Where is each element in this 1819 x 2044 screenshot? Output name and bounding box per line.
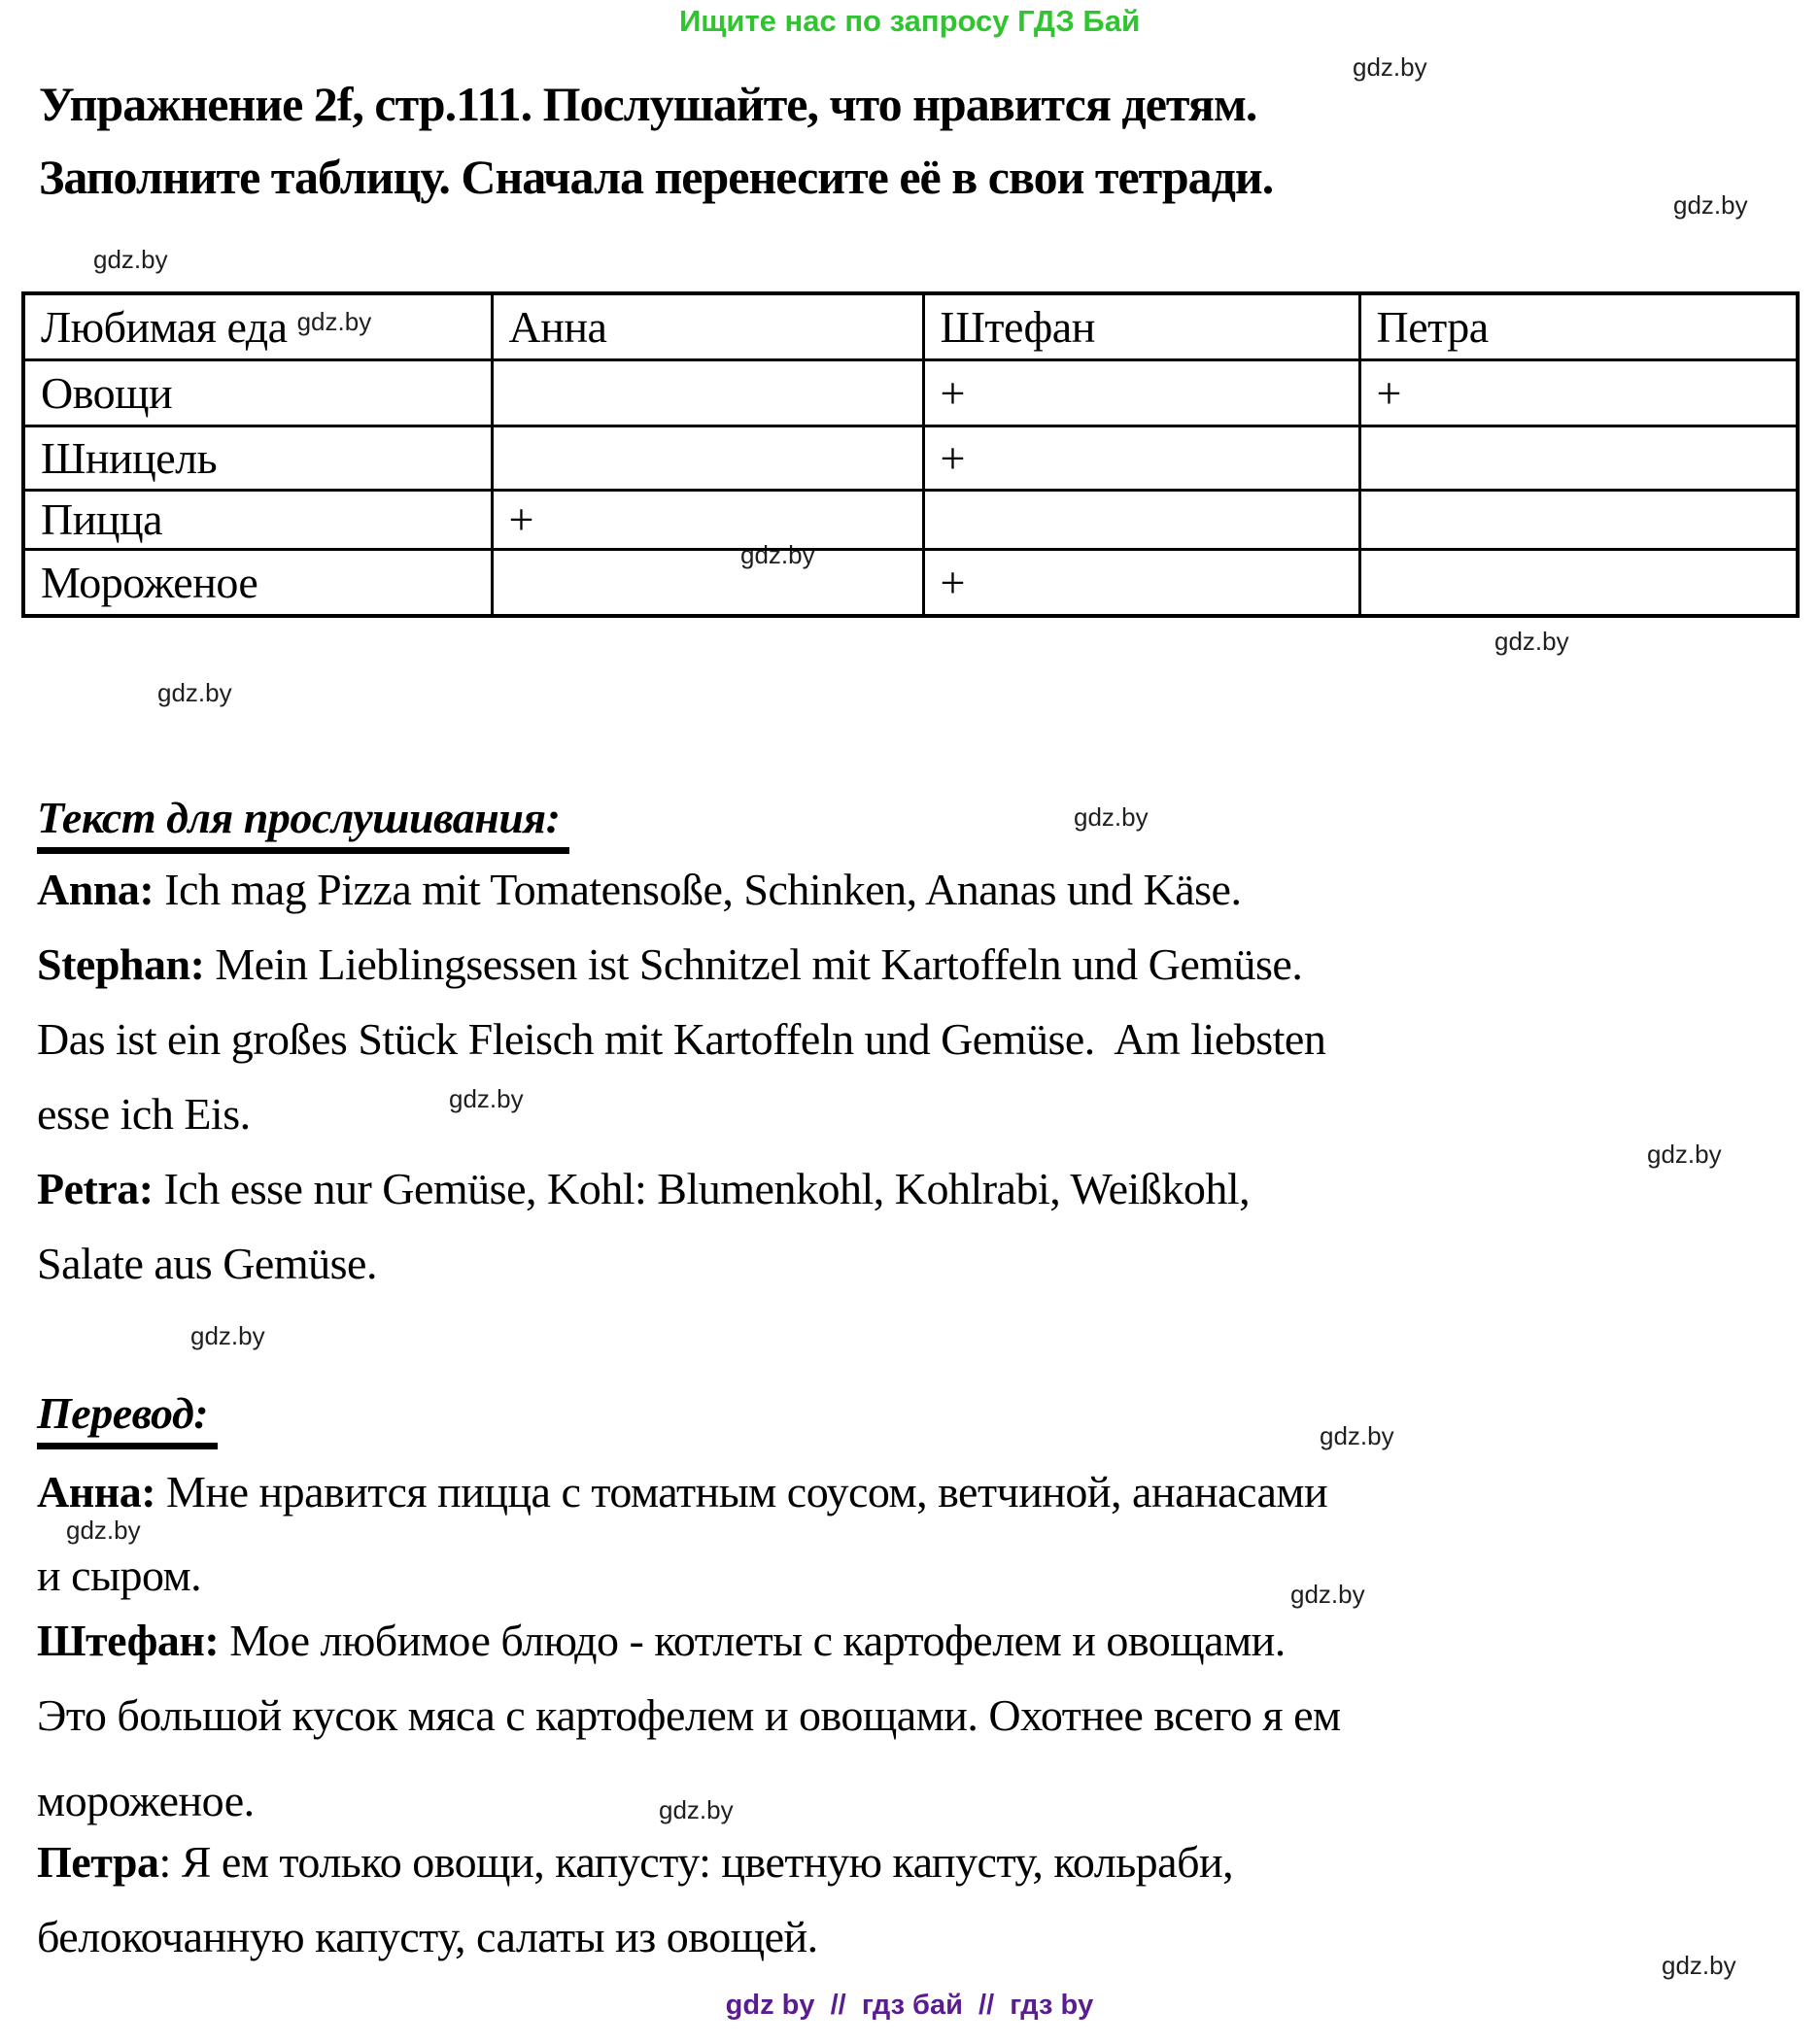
gdz-watermark: gdz.by	[157, 678, 232, 707]
table-cell-mark: +	[923, 426, 1359, 490]
table-cell-mark: +	[492, 490, 923, 549]
translation-line	[37, 1550, 201, 1602]
table-cell-mark	[492, 549, 923, 616]
line-text: Ich mag Pizza mit Tomatensoße, Schinken, Ananas und Käse.	[154, 865, 1242, 914]
gdz-watermark: gdz.by	[1494, 627, 1569, 656]
exercise-title-line1: Упражнение 2f, стр.111. Послушайте, что нравится детям.	[39, 77, 1257, 131]
line-text: esse ich Eis.	[37, 1089, 251, 1139]
translation-line	[37, 1837, 1233, 1889]
gdz-watermark: gdz.by	[1074, 802, 1149, 832]
line-text: Das ist ein großes Stück Fleisch mit Kartoffeln und Gemüse. Am liebsten	[37, 1014, 1326, 1064]
table-header-row	[23, 293, 1798, 359]
listening-line	[37, 1239, 377, 1290]
table-cell-mark	[1359, 426, 1798, 490]
gdz-watermark: gdz.by	[93, 245, 168, 274]
translation-line	[37, 1467, 1327, 1518]
table-header-label: Любимая еда	[41, 301, 288, 352]
line-text: Ich esse nur Gemüse, Kohl: Blumenkohl, Kohlrabi, Weißkohl,	[153, 1164, 1251, 1213]
gdz-watermark: gdz.by	[449, 1084, 524, 1113]
gdz-watermark: gdz.by	[1673, 190, 1748, 220]
table-cell-mark	[1359, 549, 1798, 616]
gdz-watermark: gdz.by	[1353, 52, 1427, 82]
favorite-food-table	[21, 291, 1800, 618]
table-row	[23, 549, 1798, 616]
gdz-watermark: gdz.by	[1662, 1951, 1736, 1980]
translation-line	[37, 1912, 818, 1963]
line-text: Мне нравится пицца с томатным соусом, ветчиной, ананасами	[155, 1467, 1328, 1516]
gdz-watermark: gdz.by	[1647, 1140, 1722, 1169]
footer-links: gdz by // гдз бай // гдз by	[725, 1990, 1094, 2021]
promo-banner: Ищите нас по запросу ГДЗ Бай	[678, 4, 1141, 38]
table-cell-mark: +	[923, 359, 1359, 426]
table-cell-food: Мороженое	[23, 549, 492, 616]
line-text: и сыром.	[37, 1550, 202, 1600]
line-text: Mein Lieblingsessen ist Schnitzel mit Kartoffeln und Gemüse.	[204, 939, 1303, 989]
speaker-name: Anna:	[37, 865, 154, 914]
listening-line	[37, 939, 1302, 991]
table-row	[23, 426, 1798, 490]
listening-line	[37, 1014, 1325, 1066]
table-cell-food: Пицца	[23, 490, 492, 549]
gdz-watermark: gdz.by	[1320, 1421, 1394, 1450]
listening-heading: Текст для прослушивания:	[37, 792, 569, 854]
translation-line	[37, 1616, 1286, 1667]
gdz-watermark: gdz.by	[296, 306, 372, 336]
translation-heading: Перевод:	[37, 1387, 218, 1449]
speaker-name: Stephan:	[37, 939, 205, 989]
gdz-watermark: gdz.by	[190, 1321, 265, 1350]
listening-line	[37, 1089, 251, 1141]
translation-line	[37, 1776, 255, 1827]
listening-line	[37, 865, 1241, 916]
line-text: Salate aus Gemüse.	[37, 1239, 377, 1288]
exercise-title-line2: Заполните таблицу. Сначала перенесите её в свои тетради.	[39, 150, 1274, 204]
table-cell-mark	[492, 359, 923, 426]
table-cell-mark	[1359, 490, 1798, 549]
gdz-watermark: gdz.by	[1290, 1580, 1365, 1609]
table-header-stephan: Штефан	[923, 293, 1359, 359]
line-text: : Я ем только овощи, капусту: цветную капусту, кольраби,	[158, 1837, 1234, 1887]
table-row	[23, 359, 1798, 426]
table-cell-mark: +	[923, 549, 1359, 616]
table-header-anna: Анна	[492, 293, 923, 359]
table-header-food	[23, 293, 492, 359]
speaker-name: Петра	[37, 1837, 159, 1887]
table-cell-food: Шницель	[23, 426, 492, 490]
table-cell-mark	[492, 426, 923, 490]
table-header-petra: Петра	[1359, 293, 1798, 359]
translation-line	[37, 1690, 1341, 1742]
gdz-watermark: gdz.by	[66, 1516, 141, 1545]
speaker-name: Штефан:	[37, 1616, 220, 1665]
line-text: мороженое.	[37, 1776, 255, 1825]
line-text: белокочанную капусту, салаты из овощей.	[37, 1912, 818, 1961]
table-cell-mark: +	[1359, 359, 1798, 426]
gdz-watermark: gdz.by	[659, 1795, 734, 1824]
listening-line	[37, 1164, 1250, 1215]
table-cell-food: Овощи	[23, 359, 492, 426]
table-row	[23, 490, 1798, 549]
line-text: Мое любимое блюдо - котлеты с картофелем и овощами.	[219, 1616, 1286, 1665]
speaker-name: Анна:	[37, 1467, 156, 1516]
speaker-name: Petra:	[37, 1164, 154, 1213]
gdz-watermark: gdz.by	[740, 540, 815, 569]
table-cell-mark	[923, 490, 1359, 549]
line-text: Это большой кусок мяса с картофелем и овощами. Охотнее всего я ем	[37, 1690, 1341, 1740]
